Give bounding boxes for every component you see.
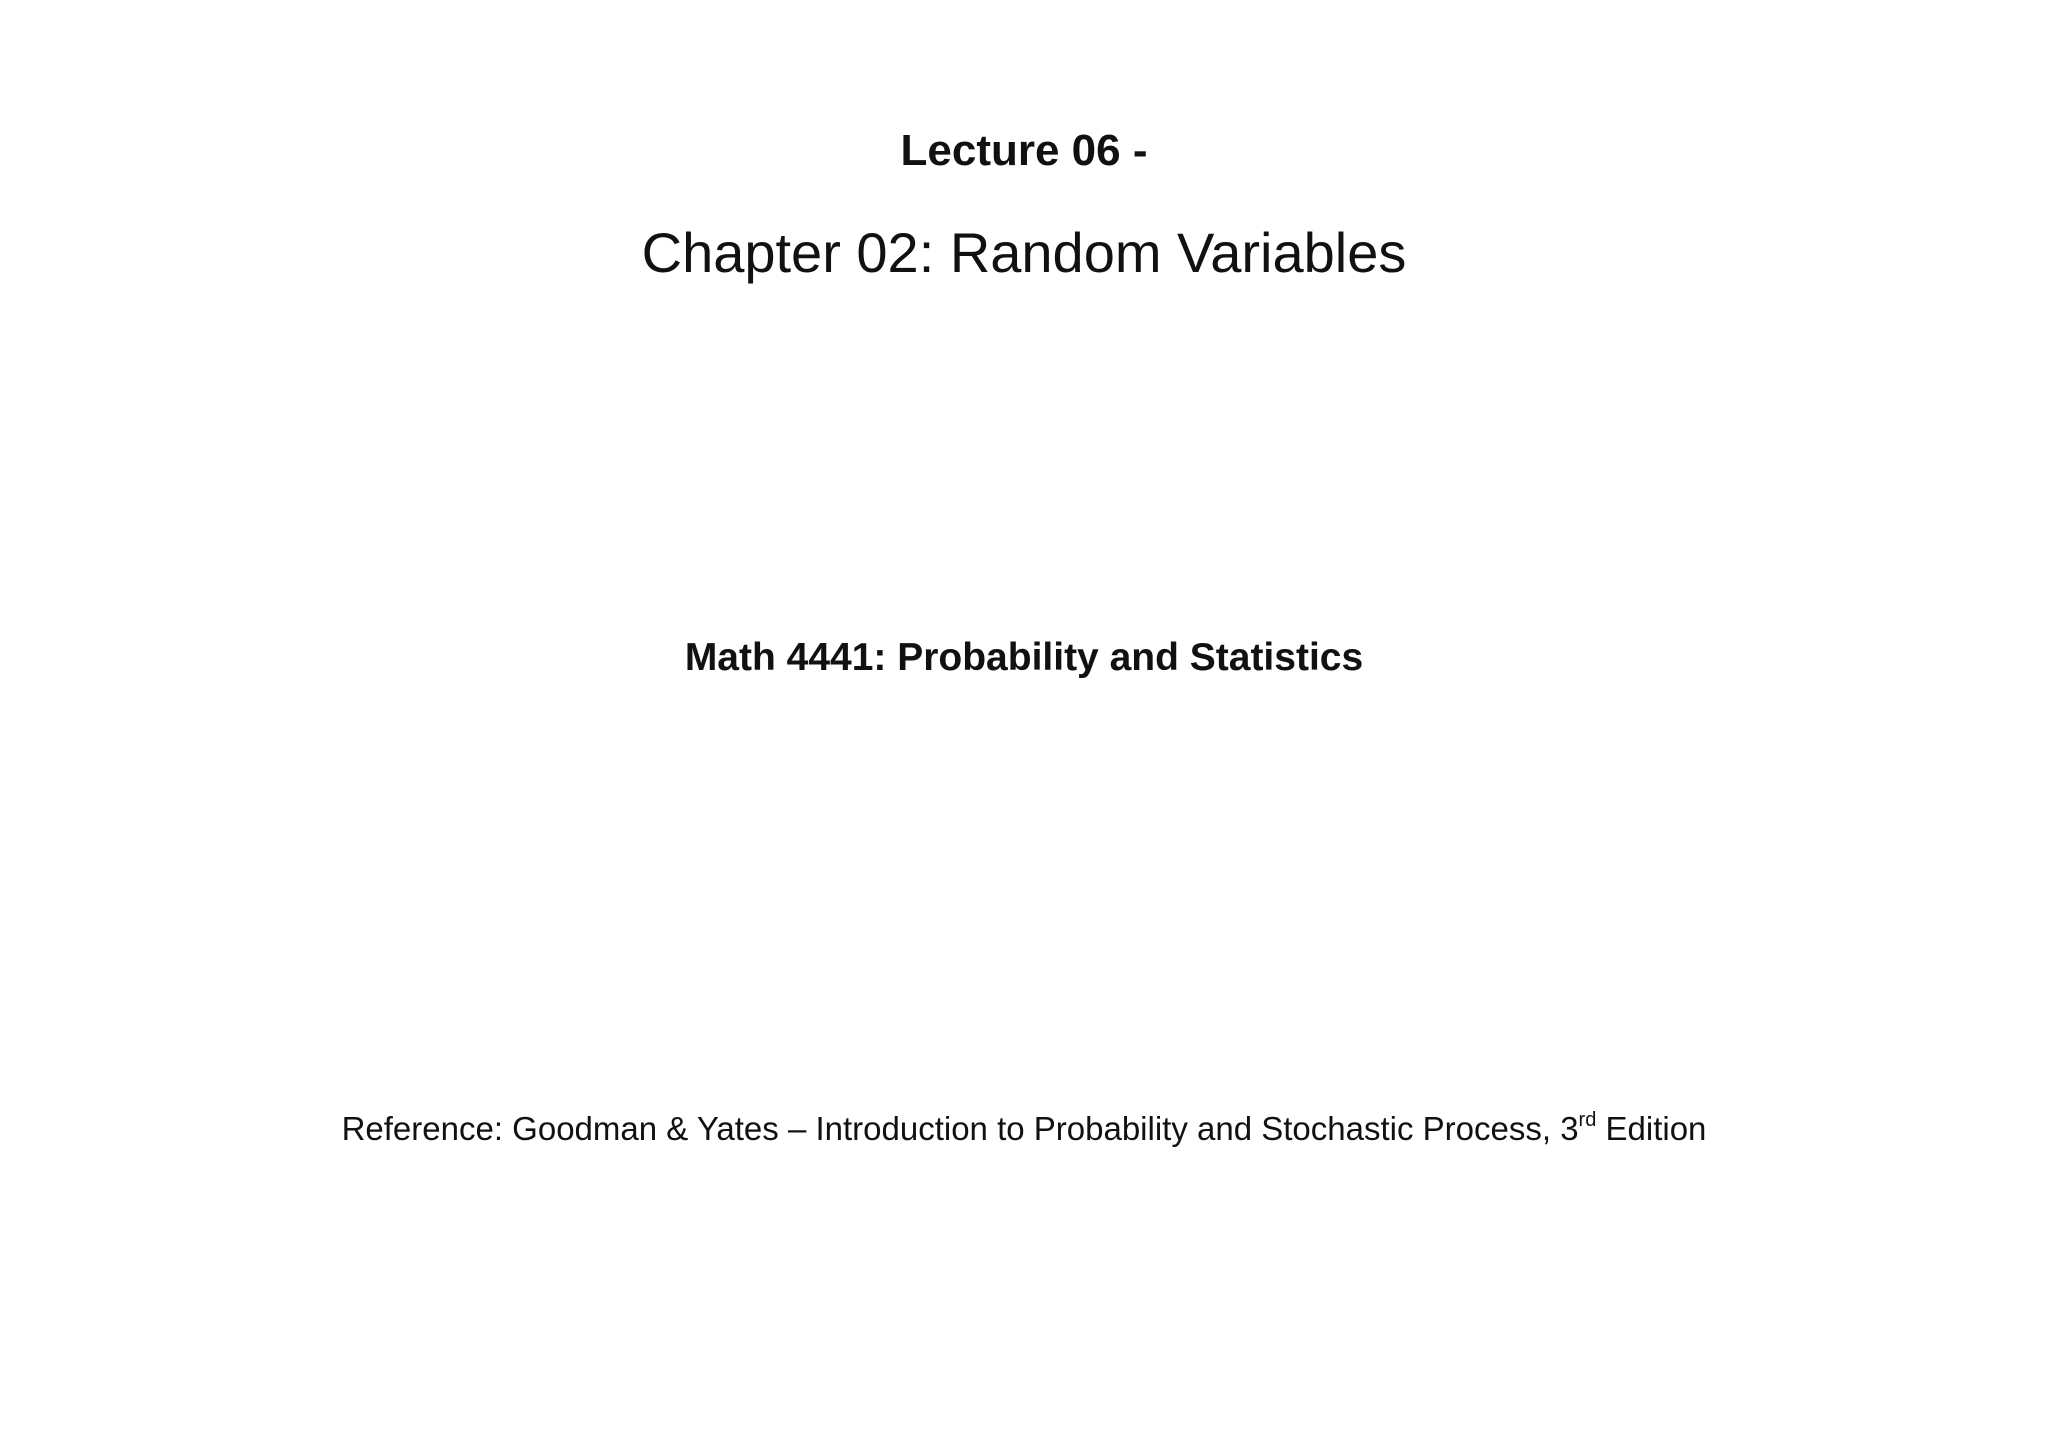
- chapter-title: Chapter 02: Random Variables: [641, 221, 1407, 284]
- course-title: Math 4441: Probability and Statistics: [684, 636, 1364, 679]
- reference-line: [0, 1108, 2048, 1150]
- reference-edition-label: Edition: [1596, 1110, 1707, 1147]
- edition-ordinal-suffix: rd: [1578, 1109, 1597, 1131]
- lecture-title: Lecture 06 -: [900, 126, 1148, 175]
- reference-text: Reference: Goodman & Yates – Introduction to Probability and Stochastic Process, 3: [341, 1110, 1579, 1147]
